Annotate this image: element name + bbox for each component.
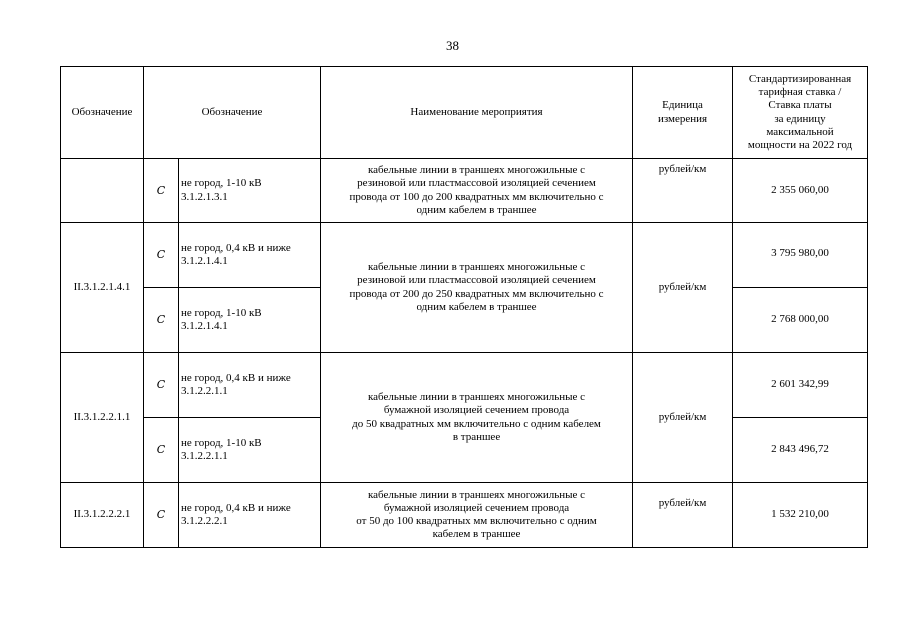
measure-name-line: кабельные линии в траншеях многожильные с [368,164,586,177]
c-glyph: C [144,353,179,418]
measure-name [321,159,633,223]
table-row [61,223,868,288]
measure-name-line: кабельные линии в траншеях многожильные с [368,391,586,404]
header-measure-name: Наименование мероприятия [321,67,633,159]
measure-name-line: одним кабелем в траншее [416,203,537,216]
sub-code: 3.1.2.2.1.1 [181,450,228,462]
sub-code: 3.1.2.1.4.1 [181,255,228,267]
table-row [61,483,868,548]
rate: 2 843 496,72 [733,418,868,483]
unit: рублей/км [633,223,733,353]
row-code: II.3.1.2.2.2.1 [61,483,144,548]
header-designation-2: Обозначение [144,67,321,159]
rate: 2 601 342,99 [733,353,868,418]
measure-name-line: бумажной изоляцией сечением провода [383,501,570,514]
voltage-label: не город, 1-10 кВ [181,177,262,190]
unit: рублей/км [633,159,733,223]
measure-name-line: провода от 200 до 250 квадратных мм включительно с [349,287,604,300]
voltage-label: не город, 0,4 кВ и ниже [181,371,291,384]
sub-code: 3.1.2.2.2.1 [181,515,228,527]
measure-name-line: до 50 квадратных мм включительно с одним кабелем [352,417,601,430]
row-code: II.3.1.2.1.4.1 [61,223,144,353]
voltage-label: не город, 0,4 кВ и ниже [181,241,291,254]
table-row [61,353,868,418]
c-glyph: C [144,223,179,288]
page-number: 38 [446,38,459,53]
measure-name [321,483,633,548]
header-unit [633,67,733,159]
voltage-cell [179,483,321,548]
voltage-cell [179,223,321,288]
voltage-cell [179,418,321,483]
measure-name-line: кабельные линии в траншеях многожильные с [368,488,586,501]
header-rate-line: за единицу [774,112,826,125]
measure-name-line: кабелем в траншее [432,528,521,541]
header-rate [733,67,868,159]
measure-name-line: от 50 до 100 квадратных мм включительно с одним [356,515,597,527]
header-rate-line: тарифная ставка / [758,86,842,99]
sub-code: 3.1.2.1.3.1 [181,190,228,203]
header-row [61,67,868,159]
voltage-cell [179,159,321,223]
unit: рублей/км [633,483,733,548]
sub-code: 3.1.2.2.1.1 [181,385,228,397]
c-glyph: C [144,483,179,548]
sub-code: 3.1.2.1.4.1 [181,320,228,332]
measure-name [321,353,633,483]
measure-name-line: в траншее [452,430,501,443]
rate: 2 355 060,00 [733,159,868,223]
c-glyph: C [144,159,179,223]
rate: 1 532 210,00 [733,483,868,548]
c-glyph: C [144,288,179,353]
header-rate-line: мощности на 2022 год [747,138,853,151]
rate: 2 768 000,00 [733,288,868,353]
voltage-label: не город, 1-10 кВ [181,436,262,449]
row-code: II.3.1.2.2.1.1 [61,353,144,483]
voltage-cell [179,353,321,418]
measure-name-line: провода от 100 до 200 квадратных мм включительно с [349,190,604,203]
header-unit-line: Единица [662,99,703,112]
table-row [61,159,868,223]
measure-name-line: резиновой или пластмассовой изоляцией сечением [357,274,596,287]
header-rate-line: Ставка платы [768,99,832,112]
voltage-label: не город, 0,4 кВ и ниже [181,501,291,514]
header-designation-1: Обозначение [61,67,144,159]
row-code [61,159,144,223]
c-glyph: C [144,418,179,483]
header-rate-line: максимальной [766,125,834,138]
measure-name-line: бумажной изоляцией сечением провода [383,404,570,417]
header-unit-line: измерения [657,112,708,125]
tariff-table [60,66,868,548]
unit: рублей/км [633,353,733,483]
measure-name [321,223,633,353]
header-rate-line: Стандартизированная [748,72,852,85]
voltage-cell [179,288,321,353]
measure-name-line: резиновой или пластмассовой изоляцией сечением [357,177,596,190]
measure-name-line: кабельные линии в траншеях многожильные с [368,261,586,274]
measure-name-line: одним кабелем в траншее [416,300,537,313]
voltage-label: не город, 1-10 кВ [181,306,262,319]
rate: 3 795 980,00 [733,223,868,288]
